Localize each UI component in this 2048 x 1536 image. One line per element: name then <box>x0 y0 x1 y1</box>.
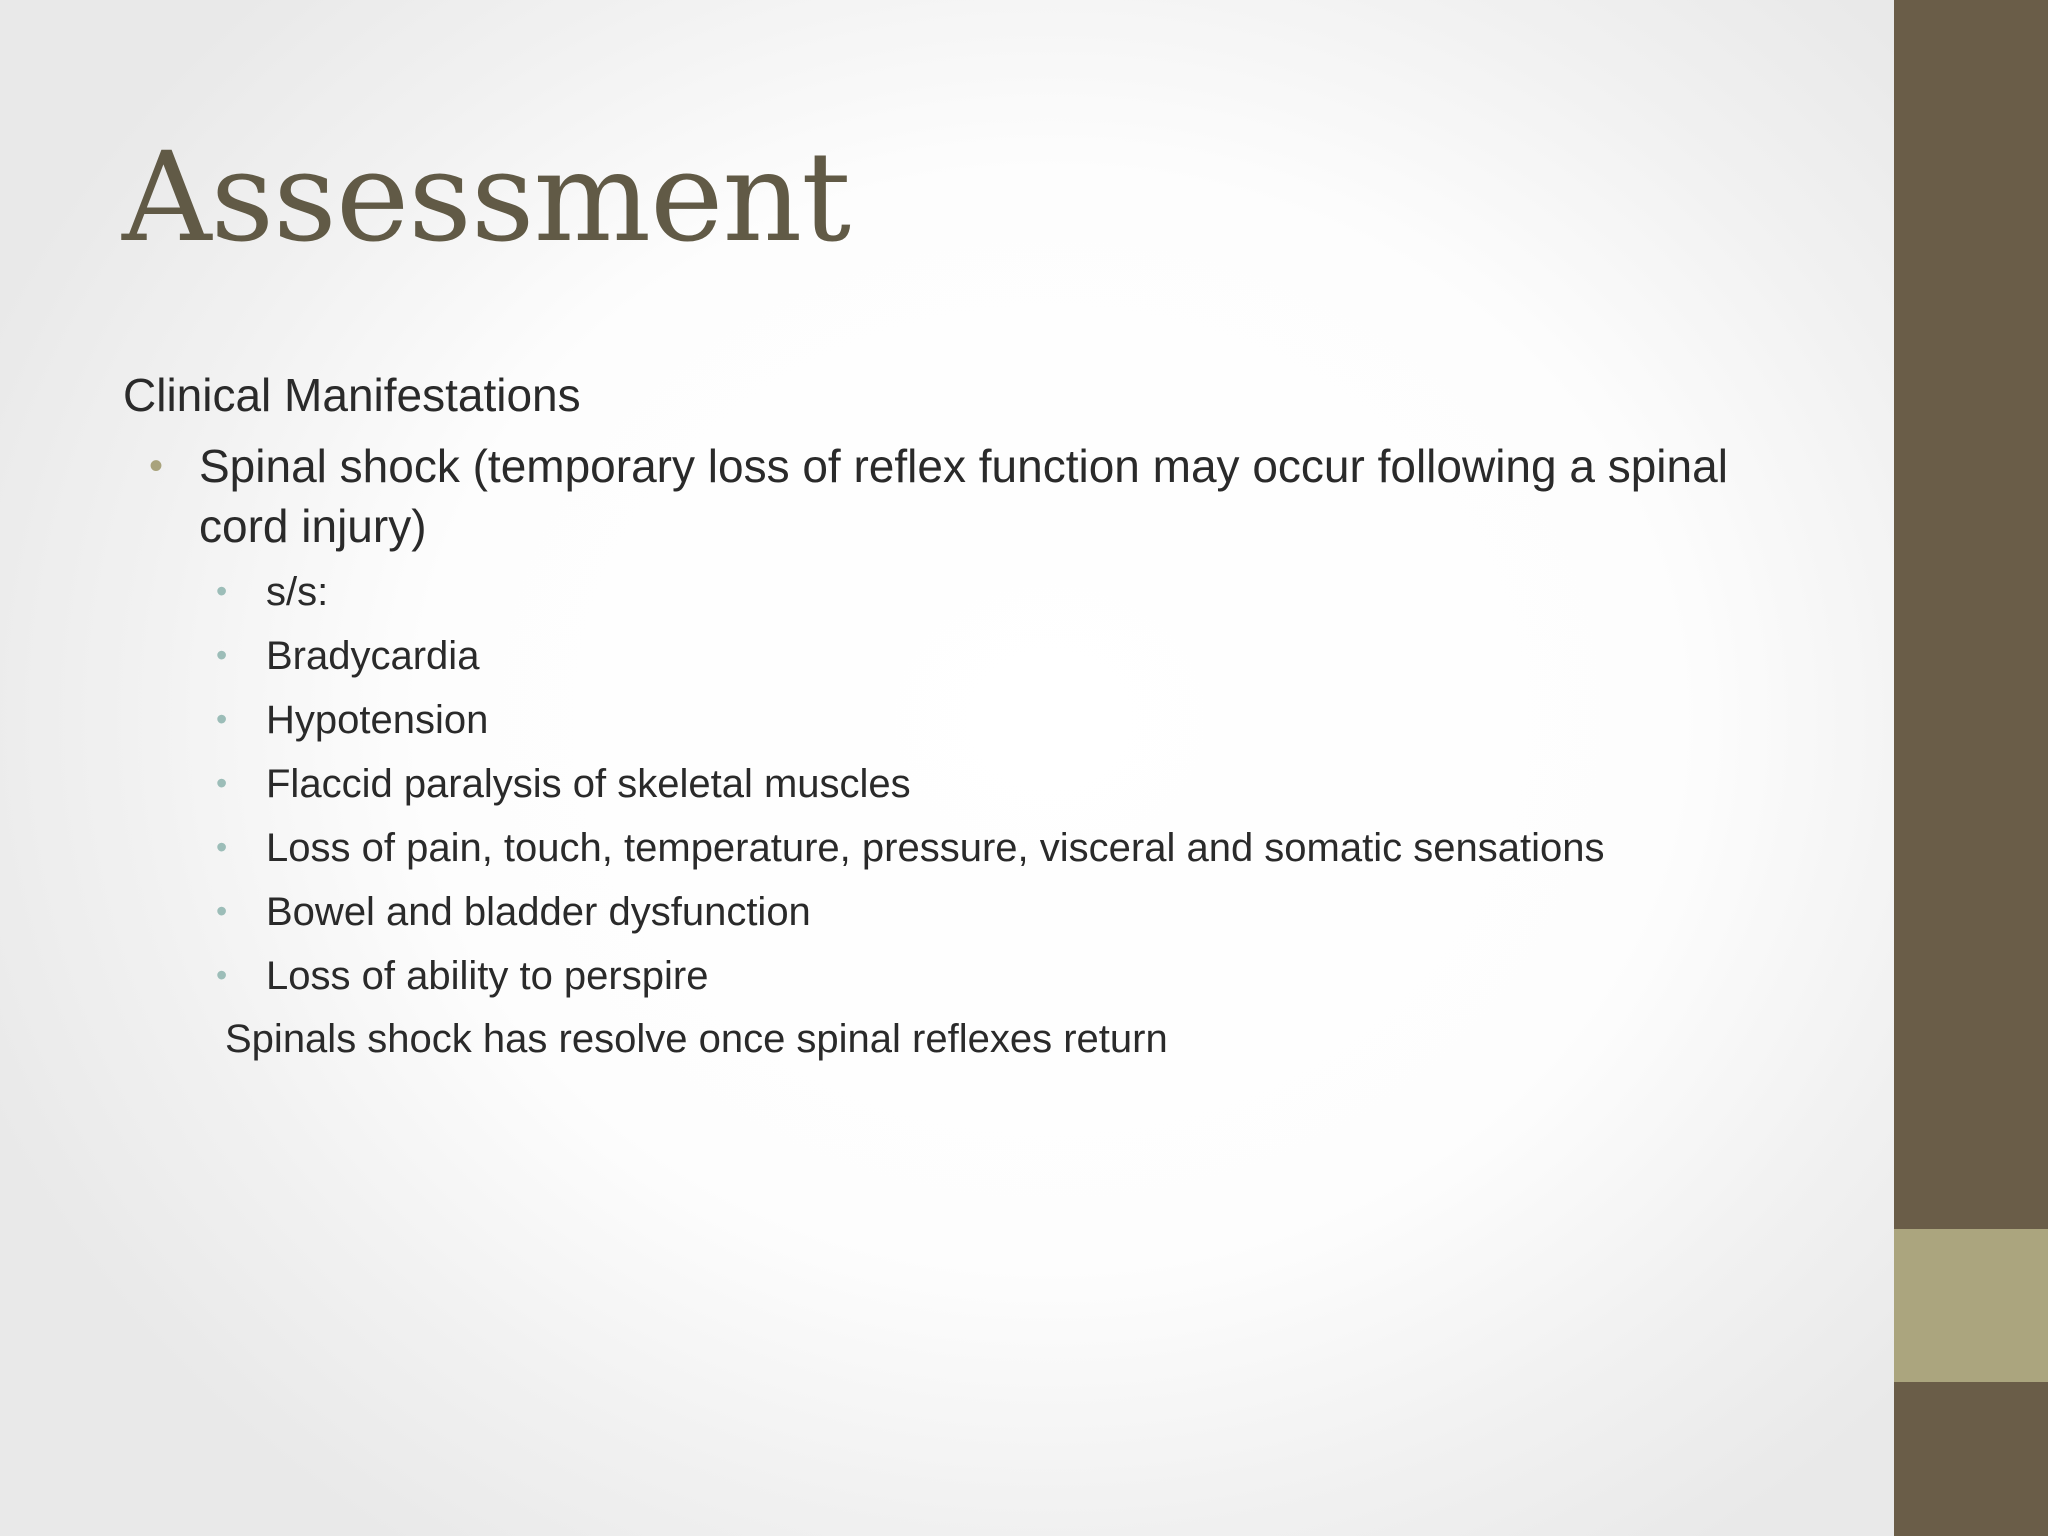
bullet-icon: • <box>216 573 228 609</box>
sub-bullet-text: Hypotension <box>266 698 489 742</box>
sub-bullet-text: Flaccid paralysis of skeletal muscles <box>266 762 911 806</box>
sub-bullet-item <box>216 628 480 684</box>
bullet-icon: • <box>216 893 228 929</box>
sub-bullet-item <box>216 948 709 1004</box>
main-bullet-text: Spinal shock (temporary loss of reflex function may occur following a spinal cord injury) <box>199 440 1728 552</box>
sub-bullet-text: s/s: <box>266 570 329 614</box>
bullet-icon: • <box>149 444 164 488</box>
sub-bullet-text: Loss of ability to perspire <box>266 954 709 998</box>
bullet-icon: • <box>216 829 228 865</box>
sub-bullet-text: Bradycardia <box>266 634 480 678</box>
sub-bullet-item <box>216 820 1605 876</box>
bullet-icon: • <box>216 957 228 993</box>
sub-bullet-item <box>216 756 911 812</box>
slide-title: Assessment <box>122 126 851 270</box>
sub-bullet-item <box>216 884 811 940</box>
closing-note: Spinals shock has resolve once spinal reflexes return <box>225 1017 1168 1061</box>
section-heading: Clinical Manifestations <box>123 369 581 421</box>
main-bullet-item <box>149 436 1759 556</box>
sub-bullet-item <box>216 692 489 748</box>
bullet-icon: • <box>216 765 228 801</box>
sub-bullet-item <box>216 564 329 620</box>
bullet-icon: • <box>216 637 228 673</box>
sub-bullet-text: Bowel and bladder dysfunction <box>266 890 811 934</box>
sidebar-accent-block <box>1894 1229 2048 1382</box>
sub-bullet-text: Loss of pain, touch, temperature, pressure, visceral and somatic sensations <box>266 826 1605 870</box>
bullet-icon: • <box>216 701 228 737</box>
